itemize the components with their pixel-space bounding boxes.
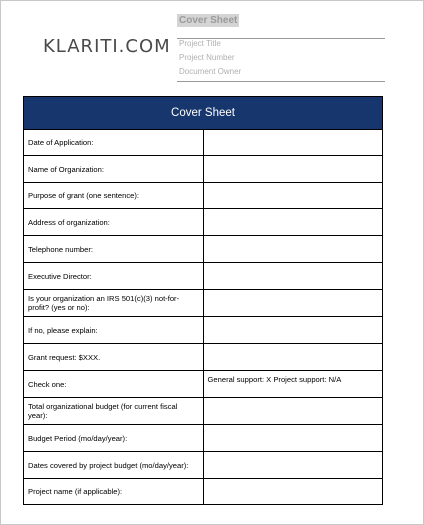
table-row <box>24 156 383 183</box>
table-row <box>24 209 383 236</box>
table-row <box>24 371 383 398</box>
row-label: Dates covered by project budget (mo/day/year): <box>24 452 204 479</box>
row-value-field[interactable] <box>203 209 383 236</box>
project-title-label: Project Title <box>179 39 221 48</box>
row-label: Total organizational budget (for current fiscal year): <box>24 398 204 425</box>
row-label: Grant request: $XXX. <box>24 344 204 371</box>
table-row <box>24 263 383 290</box>
row-value-field[interactable] <box>203 156 383 183</box>
row-value-field[interactable] <box>203 183 383 209</box>
row-label: Is your organization an IRS 501(c)(3) not-for-profit? (yes or no): <box>24 290 204 317</box>
row-value-field[interactable] <box>203 263 383 290</box>
row-value-field[interactable] <box>203 425 383 452</box>
row-label: Date of Application: <box>24 130 204 156</box>
table-row <box>24 130 383 156</box>
document-title: Cover Sheet <box>179 15 238 26</box>
table-row <box>24 398 383 425</box>
row-label: Address of organization: <box>24 209 204 236</box>
row-value-field[interactable] <box>203 290 383 317</box>
row-label: Project name (if applicable): <box>24 479 204 505</box>
table-row <box>24 236 383 263</box>
row-value-field[interactable] <box>203 130 383 156</box>
table-row <box>24 317 383 344</box>
table-row <box>24 452 383 479</box>
row-value-field[interactable] <box>203 398 383 425</box>
row-value-field[interactable] <box>203 344 383 371</box>
row-label: Budget Period (mo/day/year): <box>24 425 204 452</box>
row-label: Name of Organization: <box>24 156 204 183</box>
row-label: Telephone number: <box>24 236 204 263</box>
table-row <box>24 183 383 209</box>
row-value-field[interactable] <box>203 317 383 344</box>
row-label: Check one: <box>24 371 204 398</box>
row-value-field[interactable] <box>203 479 383 505</box>
support-type-value[interactable]: General support: X Project support: N/A <box>203 371 383 398</box>
table-row <box>24 425 383 452</box>
table-title: Cover Sheet <box>24 97 383 130</box>
table-row <box>24 344 383 371</box>
table-row <box>24 479 383 505</box>
row-label: Purpose of grant (one sentence): <box>24 183 204 209</box>
table-row <box>24 290 383 317</box>
header-rule <box>177 81 385 82</box>
project-number-label: Project Number <box>179 53 235 62</box>
row-value-field[interactable] <box>203 452 383 479</box>
row-value-field[interactable] <box>203 236 383 263</box>
document-owner-label: Document Owner <box>179 67 242 76</box>
company-logo: KLARITI.COM <box>43 36 171 57</box>
cover-sheet-table <box>23 96 383 505</box>
row-label: Executive Director: <box>24 263 204 290</box>
row-label: If no, please explain: <box>24 317 204 344</box>
